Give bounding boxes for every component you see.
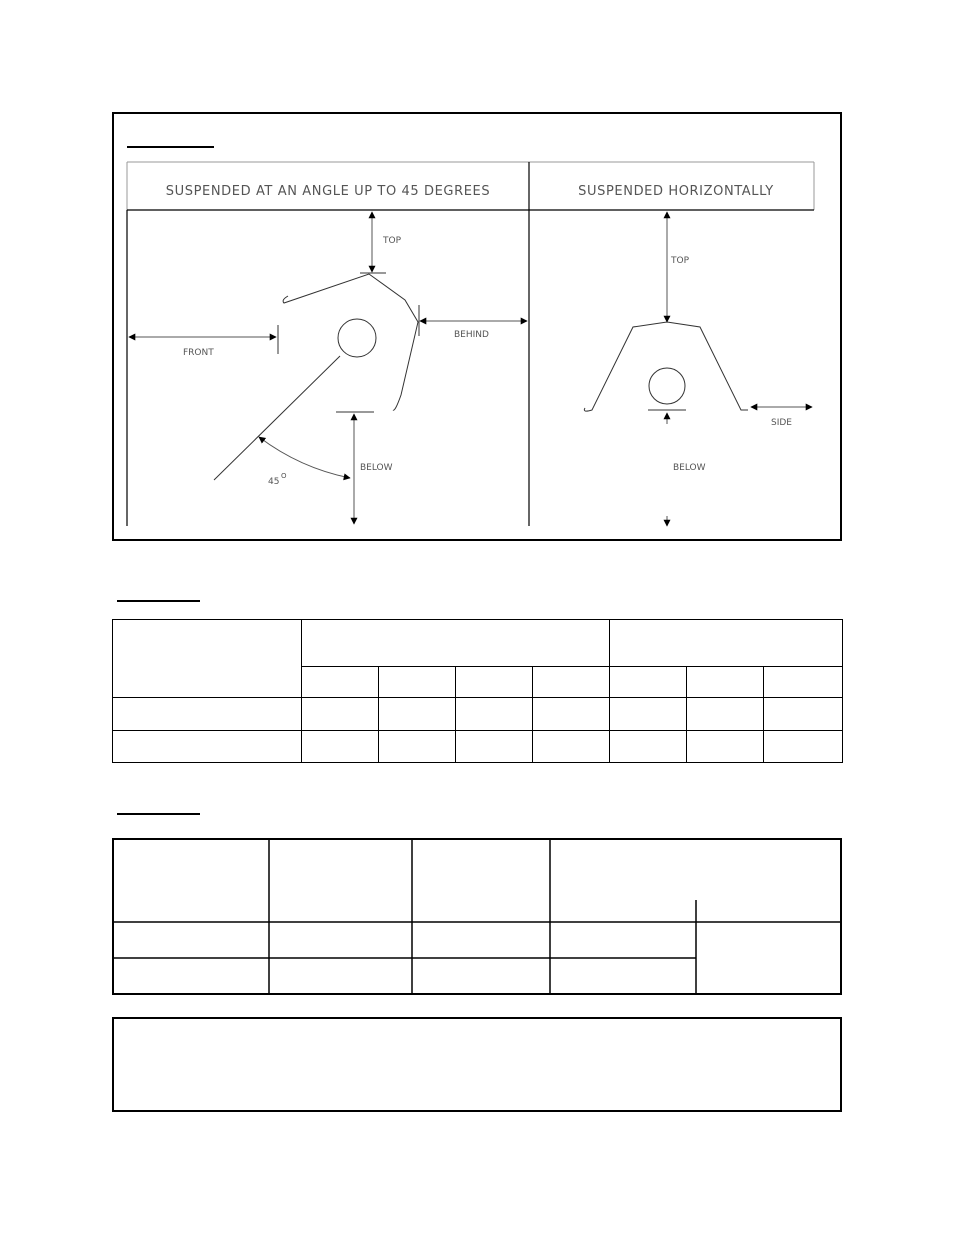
left-panel-header: SUSPENDED AT AN ANGLE UP TO 45 DEGREES — [165, 184, 491, 199]
left-top-label: TOP — [383, 236, 402, 246]
degree-mark: O — [281, 472, 287, 480]
right-top-label: TOP — [671, 256, 690, 266]
left-below-label: BELOW — [360, 463, 393, 473]
note-box — [112, 1017, 842, 1112]
angle-label: 45 — [268, 477, 280, 487]
right-panel-header: SUSPENDED HORIZONTALLY — [578, 184, 774, 199]
right-side-label: SIDE — [771, 418, 792, 428]
left-behind-label: BEHIND — [454, 330, 489, 340]
right-below-label: BELOW — [673, 463, 706, 473]
left-front-label: FRONT — [183, 348, 214, 358]
